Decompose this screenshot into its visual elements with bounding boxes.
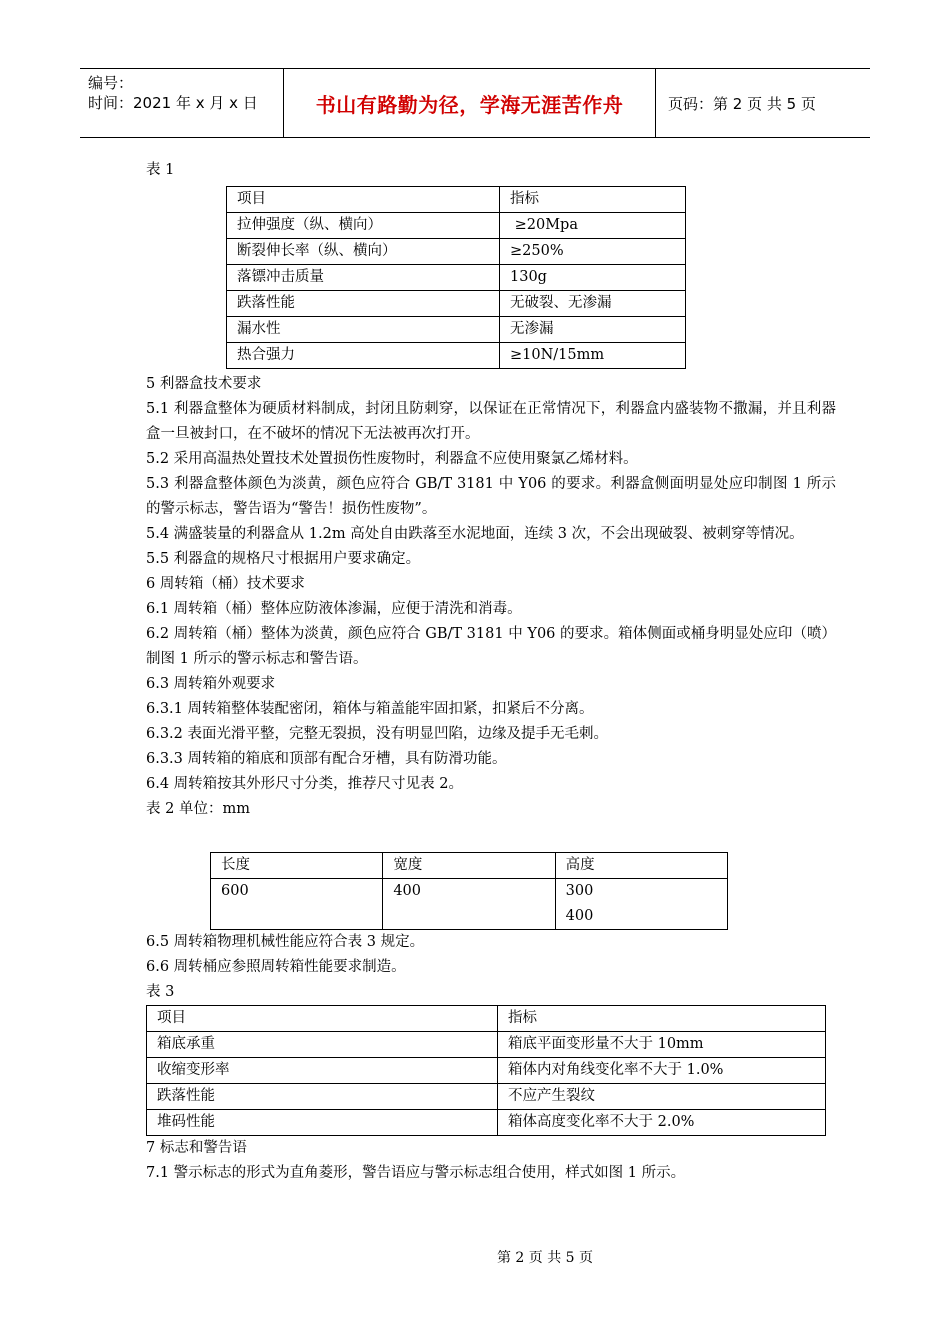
table2	[210, 852, 728, 930]
section-5-heading: 5 利器盒技术要求	[146, 376, 262, 392]
number-label: 编号：	[88, 74, 134, 92]
table3-caption: 表 3	[146, 984, 175, 1000]
table-row	[227, 317, 686, 343]
header-page-label: 页码：第 2 页 共 5 页	[668, 94, 816, 113]
table-header-cell: 长度	[211, 853, 383, 879]
table-cell: 落镖冲击质量	[227, 265, 500, 291]
paragraph-5-3: 5.3 利器盒整体颜色为淡黄，颜色应符合 GB/T 3181 中 Y06 的要求。利器盒侧面明显处应印制图 1 所示的警示标志，警告语为“警告！损伤性废物”。	[146, 476, 836, 517]
paragraph-5-4: 5.4 满盛装量的利器盒从 1.2m 高处自由跌落至水泥地面，连续 3 次，不会出现破裂、被刺穿等情况。	[146, 526, 804, 542]
table-cell: 断裂伸长率（纵、横向）	[227, 239, 500, 265]
header-motto: 书山有路勤为径，学海无涯苦作舟	[284, 69, 656, 137]
paragraph-7-1: 7.1 警示标志的形式为直角菱形，警告语应与警示标志组合使用，样式如图 1 所示。	[146, 1165, 686, 1181]
table-cell: 堆码性能	[147, 1110, 498, 1136]
table-cell: 400	[383, 879, 555, 930]
section-6-heading: 6 周转箱（桶）技术要求	[146, 576, 305, 592]
table-cell: ≥250%	[500, 239, 686, 265]
paragraph-6-3-2: 6.3.2 表面光滑平整，完整无裂损，没有明显凹陷，边缘及提手无毛刺。	[146, 726, 609, 742]
table-cell: 拉伸强度（纵、横向）	[227, 213, 500, 239]
paragraph-5-1: 5.1 利器盒整体为硬质材料制成，封闭且防刺穿，以保证在正常情况下，利器盒内盛装物不撒漏，并且利器盒一旦被封口，在不破坏的情况下无法被再次打开。	[146, 401, 836, 442]
table-cell: 箱体内对角线变化率不大于 1.0%	[498, 1058, 826, 1084]
table-cell: 不应产生裂纹	[498, 1084, 826, 1110]
date-label: 时间：2021 年 x 月 x 日	[88, 94, 258, 112]
table-cell: 漏水性	[227, 317, 500, 343]
paragraph-6-3: 6.3 周转箱外观要求	[146, 676, 276, 692]
section-7-heading: 7 标志和警告语	[146, 1140, 247, 1156]
table-cell: ≥20Mpa	[500, 213, 686, 239]
paragraph-6-3-3: 6.3.3 周转箱的箱底和顶部有配合牙槽，具有防滑功能。	[146, 751, 507, 767]
table-cell: 无破裂、无渗漏	[500, 291, 686, 317]
table-cell: 跌落性能	[147, 1084, 498, 1110]
paragraph-6-2: 6.2 周转箱（桶）整体为淡黄，颜色应符合 GB/T 3181 中 Y06 的要求。箱体侧面或桶身明显处应印（喷）制图 1 所示的警示标志和警告语。	[146, 626, 836, 667]
table-cell: 项目	[147, 1006, 498, 1032]
paragraph-6-6: 6.6 周转桶应参照周转箱性能要求制造。	[146, 959, 406, 975]
table-header-cell: 高度	[555, 853, 727, 879]
table-row	[227, 213, 686, 239]
table-row	[211, 853, 728, 879]
paragraph-5-5: 5.5 利器盒的规格尺寸根据用户要求确定。	[146, 551, 421, 567]
table1-caption: 表 1	[146, 162, 175, 178]
table-cell: ≥10N/15mm	[500, 343, 686, 369]
table-row	[227, 265, 686, 291]
table-cell: 项目	[227, 187, 500, 213]
table-cell: 130g	[500, 265, 686, 291]
table3	[146, 1005, 826, 1136]
table-cell: 跌落性能	[227, 291, 500, 317]
header-meta	[80, 69, 284, 137]
table-row	[147, 1058, 826, 1084]
document-body	[146, 158, 836, 1186]
table-cell: 无渗漏	[500, 317, 686, 343]
page-footer: 第 2 页 共 5 页	[496, 1250, 594, 1266]
table-cell: 热合强力	[227, 343, 500, 369]
table-row	[227, 291, 686, 317]
table-header-cell: 宽度	[383, 853, 555, 879]
table-row	[227, 343, 686, 369]
table-row	[227, 187, 686, 213]
table-cell: 收缩变形率	[147, 1058, 498, 1084]
paragraph-6-4: 6.4 周转箱按其外形尺寸分类，推荐尺寸见表 2。	[146, 776, 464, 792]
page-header	[80, 68, 870, 138]
table-row	[211, 879, 728, 905]
table-cell: 300	[555, 879, 727, 905]
table-cell: 指标	[498, 1006, 826, 1032]
table-cell: 箱体高度变化率不大于 2.0%	[498, 1110, 826, 1136]
paragraph-5-2: 5.2 采用高温热处置技术处置损伤性废物时，利器盒不应使用聚氯乙烯材料。	[146, 451, 638, 467]
table-row	[147, 1006, 826, 1032]
paragraph-6-5: 6.5 周转箱物理机械性能应符合表 3 规定。	[146, 934, 425, 950]
table-row	[147, 1110, 826, 1136]
table-cell: 600	[211, 879, 383, 930]
table-row	[227, 239, 686, 265]
table2-caption: 表 2 单位：mm	[146, 801, 250, 817]
table-cell: 400	[555, 904, 727, 930]
table-row	[147, 1032, 826, 1058]
table-cell: 箱底承重	[147, 1032, 498, 1058]
table-cell: 箱底平面变形量不大于 10mm	[498, 1032, 826, 1058]
paragraph-6-3-1: 6.3.1 周转箱整体装配密闭，箱体与箱盖能牢固扣紧，扣紧后不分离。	[146, 701, 594, 717]
table-cell: 指标	[500, 187, 686, 213]
table1	[226, 186, 686, 369]
paragraph-6-1: 6.1 周转箱（桶）整体应防液体渗漏，应便于清洗和消毒。	[146, 601, 522, 617]
table-row	[147, 1084, 826, 1110]
